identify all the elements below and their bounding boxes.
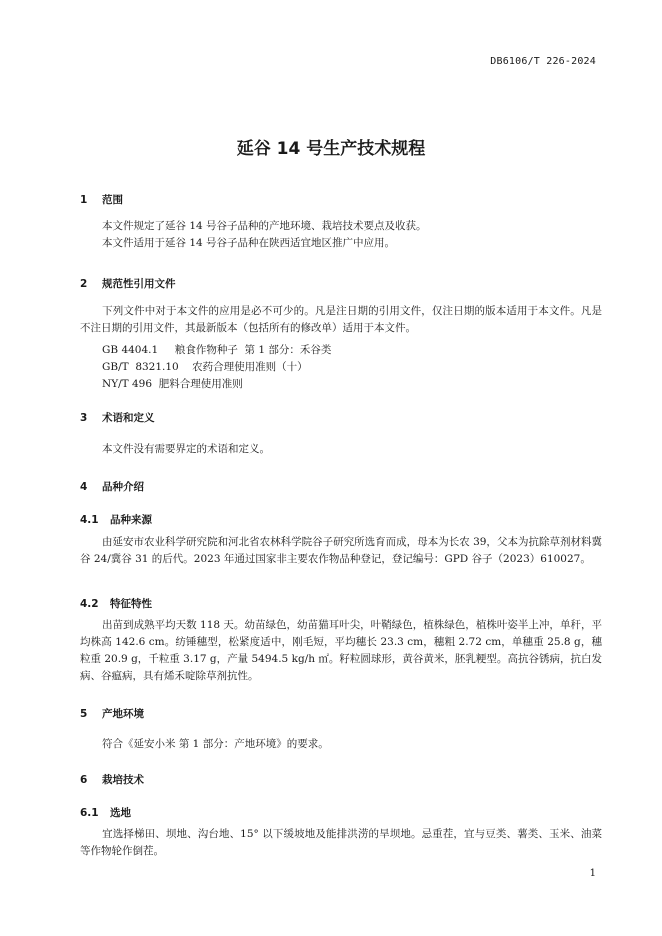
subsection-title: 特征特性 <box>110 598 152 610</box>
subsection-number: 4.1 <box>80 514 99 526</box>
section-title: 栽培技术 <box>102 774 144 786</box>
subsection-number: 4.2 <box>80 598 99 610</box>
subsection-number: 6.1 <box>80 807 99 819</box>
paragraph: 出苗到成熟平均天数 118 天。幼苗绿色，幼苗猫耳叶尖，叶鞘绿色，植株绿色，植株叶姿半上冲，单秆，平均株高 142.6 cm。纺锤穗型，松紧度适中，刚毛短，平均穗长 23.3 cm，穗粗 2.72 cm，单穗重 25.8 g，穗粒重 20.9 g，千粒重 3.17 g，产量 5494.5 kg/h ㎡。籽粒圆球形，黄谷黄米，胚乳粳型。高抗谷锈病，抗白发病、谷瘟病，具有烯禾啶除草剂抗性。 <box>80 619 602 682</box>
section-title: 品种介绍 <box>102 481 144 493</box>
document-title: 延谷 14 号生产技术规程 <box>236 139 426 159</box>
section-title: 产地环境 <box>102 708 144 720</box>
section-3-heading <box>80 410 155 425</box>
section-6-heading <box>80 772 144 787</box>
section-number: 2 <box>80 278 88 290</box>
subsection-title: 选地 <box>110 807 131 819</box>
paragraph: 宜选择梯田、坝地、沟台地、15° 以下缓坡地及能排洪涝的旱坝地。忌重茬，宜与豆类、薯类、玉米、油菜等作物轮作倒茬。 <box>80 828 602 857</box>
subsection-title: 品种来源 <box>110 514 152 526</box>
paragraph: 符合《延安小米 第 1 部分：产地环境》的要求。 <box>102 738 329 750</box>
section-number: 5 <box>80 708 88 720</box>
page-number: 1 <box>589 868 596 879</box>
section-title: 术语和定义 <box>102 412 155 424</box>
section-number: 6 <box>80 774 88 786</box>
paragraph: 本文件适用于延谷 14 号谷子品种在陕西适宜地区推广中应用。 <box>102 237 396 249</box>
section-number: 1 <box>80 194 88 206</box>
reference-item: GB 4404.1 粮食作物种子 第 1 部分：禾谷类 <box>102 344 332 356</box>
paragraph: 本文件规定了延谷 14 号谷子品种的产地环境、栽培技术要点及收获。 <box>102 220 427 232</box>
section-4-1-heading <box>80 512 152 527</box>
section-number: 4 <box>80 481 88 493</box>
section-title: 规范性引用文件 <box>102 278 176 290</box>
section-2-heading <box>80 276 176 291</box>
section-4-heading <box>80 479 144 494</box>
section-number: 3 <box>80 412 88 424</box>
section-title: 范围 <box>102 194 123 206</box>
paragraph: 下列文件中对于本文件的应用是必不可少的。凡是注日期的引用文件，仅注日期的版本适用于本文件。凡是不注日期的引用文件，其最新版本（包括所有的修改单）适用于本文件。 <box>80 305 602 334</box>
section-4-2-heading <box>80 596 152 611</box>
section-6-1-heading <box>80 805 131 820</box>
reference-item: NY/T 496 肥料合理使用准则 <box>102 378 243 390</box>
reference-item: GB/T 8321.10 农药合理使用准则（十） <box>102 361 308 373</box>
standard-code: DB6106/T 226-2024 <box>490 56 596 67</box>
paragraph: 本文件没有需要界定的术语和定义。 <box>102 443 270 455</box>
paragraph: 由延安市农业科学研究院和河北省农林科学院谷子研究所选育而成，母本为长农 39，父本为抗除草剂材料冀谷 24/冀谷 31 的后代。2023 年通过国家非主要农作物品种登记，登记编号：GPD 谷子（2023）610027。 <box>80 536 602 565</box>
section-1-heading <box>80 192 123 207</box>
section-5-heading <box>80 706 144 721</box>
